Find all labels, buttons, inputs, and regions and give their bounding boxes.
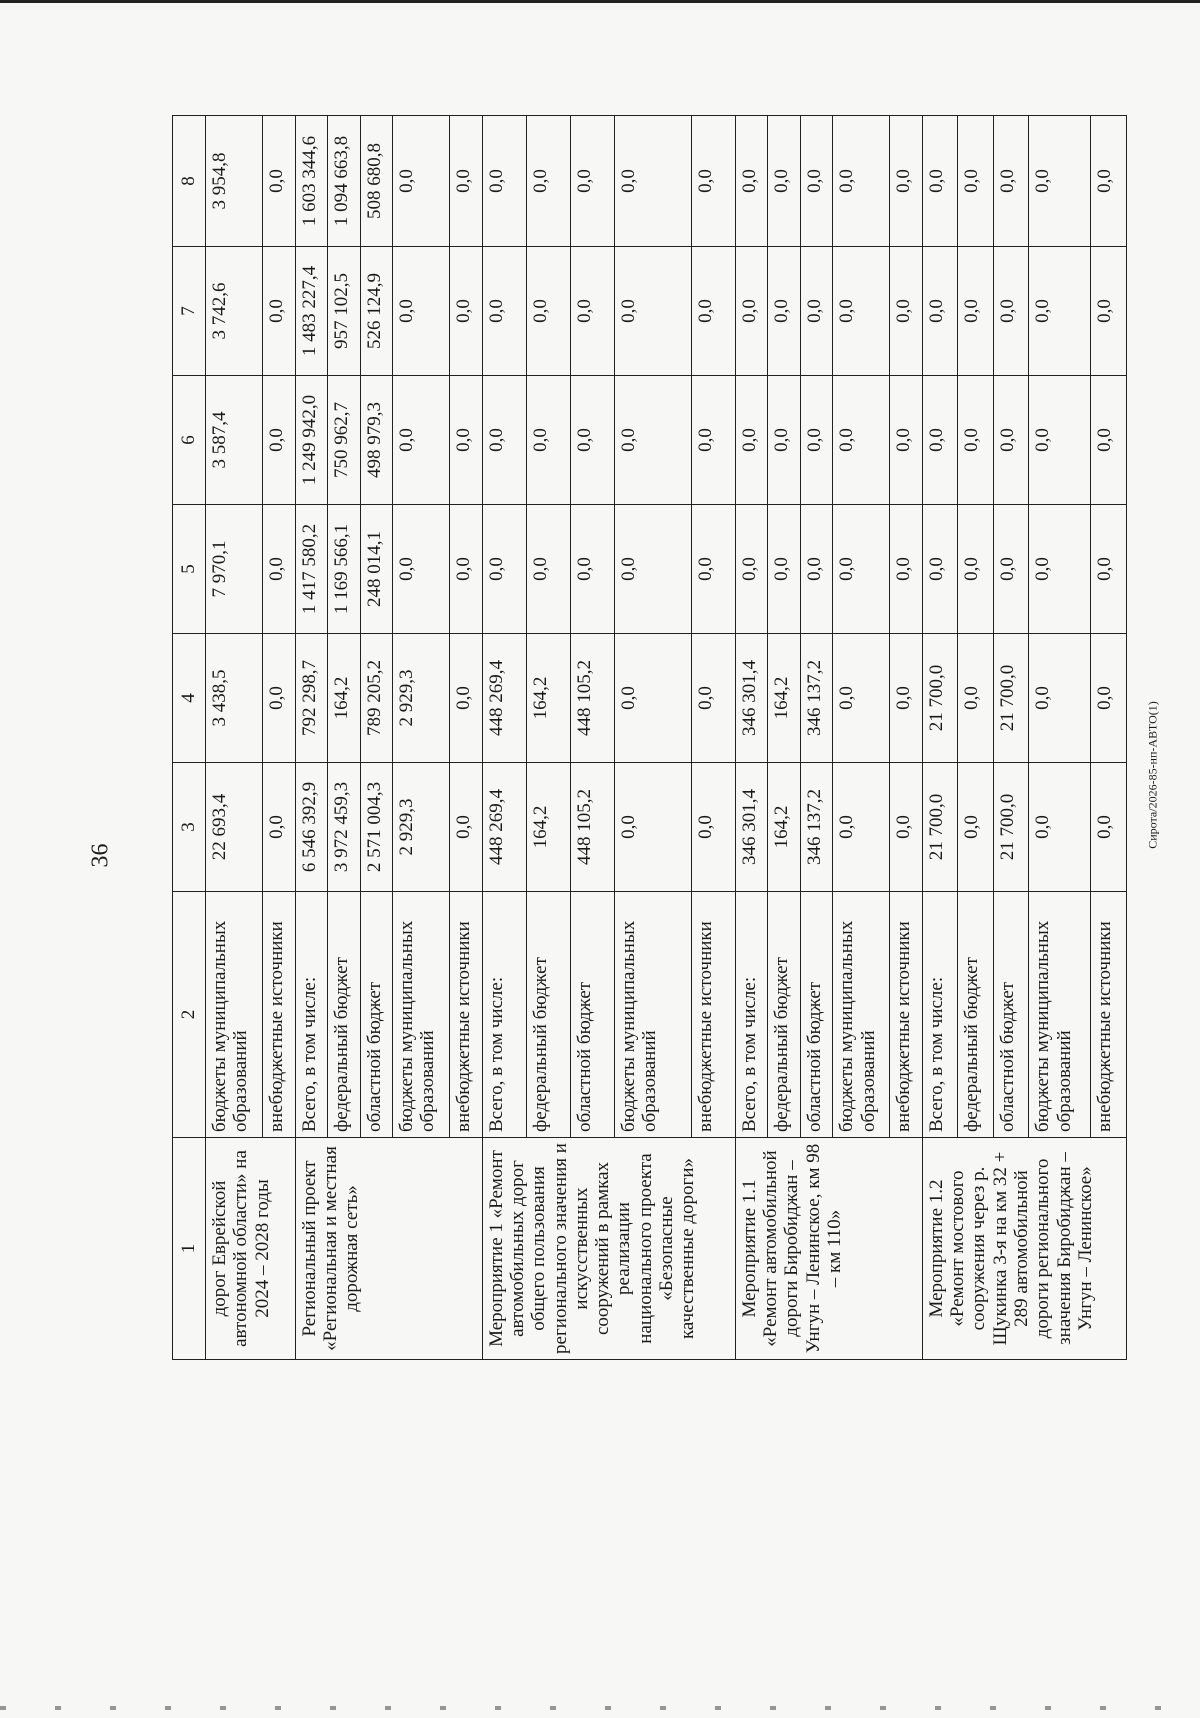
amount-cell: 0,0	[735, 116, 768, 247]
funding-source: федеральный бюджет	[768, 892, 801, 1138]
amount-cell: 0,0	[570, 247, 614, 376]
amount-cell: 0,0	[993, 116, 1028, 247]
amount-cell: 957 102,5	[328, 247, 361, 376]
funding-source: внебюджетные источники	[890, 892, 923, 1138]
page-number: 36	[87, 843, 114, 868]
amount-cell: 0,0	[1029, 763, 1091, 892]
amount-cell: 448 105,2	[570, 763, 614, 892]
program-item-name: дорог Еврейской автономной области» на 2024 – 2028 годы	[206, 1138, 296, 1360]
amount-cell: 0,0	[1029, 247, 1091, 376]
amount-cell: 0,0	[526, 247, 570, 376]
table-row	[735, 116, 768, 1360]
amount-cell: 0,0	[833, 116, 890, 247]
column-header-5: 5	[173, 505, 206, 634]
amount-cell: 0,0	[833, 505, 890, 634]
table-body	[206, 116, 1127, 1360]
table-row	[482, 116, 526, 1360]
amount-cell: 0,0	[922, 116, 957, 247]
header-row	[173, 116, 206, 1360]
amount-cell: 0,0	[614, 116, 691, 247]
amount-cell: 0,0	[570, 505, 614, 634]
column-header-2: 2	[173, 892, 206, 1138]
amount-cell: 0,0	[735, 376, 768, 505]
amount-cell: 0,0	[1029, 376, 1091, 505]
amount-cell: 0,0	[922, 505, 957, 634]
amount-cell: 0,0	[614, 376, 691, 505]
funding-source: Всего, в том числе:	[482, 892, 526, 1138]
column-header-8: 8	[173, 116, 206, 247]
amount-cell: 0,0	[570, 116, 614, 247]
amount-cell: 21 700,0	[993, 634, 1028, 763]
amount-cell: 0,0	[570, 376, 614, 505]
amount-cell: 448 269,4	[482, 763, 526, 892]
amount-cell: 0,0	[922, 376, 957, 505]
amount-cell: 164,2	[768, 763, 801, 892]
funding-source: бюджеты муниципальных образований	[393, 892, 450, 1138]
amount-cell: 0,0	[833, 376, 890, 505]
amount-cell: 0,0	[922, 247, 957, 376]
amount-cell: 0,0	[482, 247, 526, 376]
program-item-name: Мероприятие 1.2 «Ремонт мостового сооружения через р. Щукинка 3-я на км 32 + 289 автомобильной дороги регионального значения Биробиджан – Унгун – Ленинское»	[922, 1138, 1126, 1360]
amount-cell: 0,0	[450, 505, 483, 634]
funding-source: бюджеты муниципальных образований	[1029, 892, 1091, 1138]
amount-cell: 0,0	[1029, 505, 1091, 634]
amount-cell: 21 700,0	[922, 634, 957, 763]
amount-cell: 448 269,4	[482, 634, 526, 763]
column-header-6: 6	[173, 376, 206, 505]
amount-cell: 0,0	[393, 505, 450, 634]
amount-cell: 21 700,0	[993, 763, 1028, 892]
amount-cell: 3 587,4	[206, 376, 263, 505]
amount-cell: 0,0	[393, 247, 450, 376]
amount-cell: 0,0	[450, 247, 483, 376]
funding-source: федеральный бюджет	[958, 892, 993, 1138]
amount-cell: 0,0	[890, 376, 923, 505]
amount-cell: 0,0	[526, 116, 570, 247]
funding-source: федеральный бюджет	[328, 892, 361, 1138]
program-item-name: Мероприятие 1.1 «Ремонт автомобильной дороги Биробиджан – Унгун – Ленинское, км 98 – км 110»	[735, 1138, 922, 1360]
amount-cell: 0,0	[958, 763, 993, 892]
amount-cell: 21 700,0	[922, 763, 957, 892]
table-row	[295, 116, 328, 1360]
amount-cell: 0,0	[890, 116, 923, 247]
amount-cell: 6 546 392,9	[295, 763, 328, 892]
amount-cell: 0,0	[691, 376, 735, 505]
funding-source: внебюджетные источники	[691, 892, 735, 1138]
amount-cell: 0,0	[958, 634, 993, 763]
amount-cell: 0,0	[526, 376, 570, 505]
funding-source: внебюджетные источники	[450, 892, 483, 1138]
amount-cell: 1 603 344,6	[295, 116, 328, 247]
amount-cell: 0,0	[614, 763, 691, 892]
amount-cell: 0,0	[1091, 634, 1127, 763]
funding-source: областной бюджет	[570, 892, 614, 1138]
document-code-wrapper	[1138, 701, 1168, 849]
column-header-4: 4	[173, 634, 206, 763]
amount-cell: 0,0	[768, 376, 801, 505]
amount-cell: 2 571 004,3	[360, 763, 393, 892]
funding-source: Всего, в том числе:	[735, 892, 768, 1138]
amount-cell: 0,0	[526, 505, 570, 634]
budget-table	[172, 115, 1127, 1360]
amount-cell: 0,0	[1029, 116, 1091, 247]
amount-cell: 0,0	[263, 505, 296, 634]
funding-source: бюджеты муниципальных образований	[833, 892, 890, 1138]
funding-source: бюджеты муниципальных образований	[614, 892, 691, 1138]
amount-cell: 164,2	[526, 763, 570, 892]
amount-cell: 0,0	[482, 116, 526, 247]
amount-cell: 0,0	[1029, 634, 1091, 763]
amount-cell: 0,0	[450, 376, 483, 505]
amount-cell: 0,0	[450, 763, 483, 892]
amount-cell: 0,0	[890, 763, 923, 892]
amount-cell: 0,0	[833, 247, 890, 376]
amount-cell: 2 929,3	[393, 763, 450, 892]
amount-cell: 0,0	[1091, 247, 1127, 376]
amount-cell: 3 742,6	[206, 247, 263, 376]
amount-cell: 3 972 459,3	[328, 763, 361, 892]
top-border-line	[0, 0, 1200, 3]
amount-cell: 0,0	[958, 376, 993, 505]
amount-cell: 0,0	[833, 763, 890, 892]
program-item-name: Мероприятие 1 «Ремонт автомобильных дорог общего пользования регионального значения и искусственных сооружений в рамках реализации национального проекта «Безопасные качественные дороги»	[482, 1138, 735, 1360]
document-code: Сирота/2026-85-нп-АВТО(1)	[1145, 701, 1160, 849]
amount-cell: 164,2	[328, 634, 361, 763]
funding-source: федеральный бюджет	[526, 892, 570, 1138]
amount-cell: 1 169 566,1	[328, 505, 361, 634]
amount-cell: 0,0	[800, 247, 833, 376]
amount-cell: 0,0	[614, 634, 691, 763]
amount-cell: 0,0	[1091, 505, 1127, 634]
amount-cell: 526 124,9	[360, 247, 393, 376]
funding-source: Всего, в том числе:	[922, 892, 957, 1138]
table-row	[206, 116, 263, 1360]
amount-cell: 0,0	[993, 376, 1028, 505]
funding-source: бюджеты муниципальных образований	[206, 892, 263, 1138]
amount-cell: 0,0	[890, 247, 923, 376]
amount-cell: 750 962,7	[328, 376, 361, 505]
amount-cell: 0,0	[890, 505, 923, 634]
amount-cell: 0,0	[263, 376, 296, 505]
amount-cell: 0,0	[800, 505, 833, 634]
amount-cell: 0,0	[890, 634, 923, 763]
amount-cell: 789 205,2	[360, 634, 393, 763]
amount-cell: 3 954,8	[206, 116, 263, 247]
amount-cell: 346 137,2	[800, 763, 833, 892]
column-header-1: 1	[173, 1138, 206, 1360]
amount-cell: 508 680,8	[360, 116, 393, 247]
amount-cell: 0,0	[800, 376, 833, 505]
amount-cell: 2 929,3	[393, 634, 450, 763]
amount-cell: 0,0	[735, 247, 768, 376]
amount-cell: 0,0	[393, 116, 450, 247]
amount-cell: 0,0	[958, 247, 993, 376]
amount-cell: 7 970,1	[206, 505, 263, 634]
amount-cell: 0,0	[800, 116, 833, 247]
amount-cell: 0,0	[263, 116, 296, 247]
amount-cell: 248 014,1	[360, 505, 393, 634]
column-header-7: 7	[173, 247, 206, 376]
amount-cell: 1 094 663,8	[328, 116, 361, 247]
amount-cell: 0,0	[993, 247, 1028, 376]
funding-source: внебюджетные источники	[263, 892, 296, 1138]
amount-cell: 0,0	[691, 634, 735, 763]
amount-cell: 164,2	[526, 634, 570, 763]
amount-cell: 0,0	[450, 634, 483, 763]
amount-cell: 0,0	[833, 634, 890, 763]
funding-source: областной бюджет	[360, 892, 393, 1138]
amount-cell: 0,0	[691, 763, 735, 892]
funding-source: областной бюджет	[800, 892, 833, 1138]
amount-cell: 346 301,4	[735, 634, 768, 763]
amount-cell: 0,0	[393, 376, 450, 505]
amount-cell: 346 137,2	[800, 634, 833, 763]
amount-cell: 0,0	[958, 116, 993, 247]
program-item-name: Региональный проект «Региональная и местная дорожная сеть»	[295, 1138, 482, 1360]
amount-cell: 3 438,5	[206, 634, 263, 763]
amount-cell: 22 693,4	[206, 763, 263, 892]
funding-source: Всего, в том числе:	[295, 892, 328, 1138]
amount-cell: 0,0	[263, 763, 296, 892]
amount-cell: 0,0	[958, 505, 993, 634]
table-row	[922, 116, 957, 1360]
amount-cell: 498 979,3	[360, 376, 393, 505]
amount-cell: 164,2	[768, 634, 801, 763]
scan-edge-marks	[0, 1706, 1200, 1710]
rotated-table-wrapper	[172, 116, 1127, 1360]
amount-cell: 0,0	[993, 505, 1028, 634]
amount-cell: 0,0	[263, 634, 296, 763]
amount-cell: 1 483 227,4	[295, 247, 328, 376]
amount-cell: 0,0	[482, 376, 526, 505]
amount-cell: 0,0	[1091, 116, 1127, 247]
amount-cell: 792 298,7	[295, 634, 328, 763]
amount-cell: 0,0	[1091, 763, 1127, 892]
amount-cell: 0,0	[450, 116, 483, 247]
funding-source: областной бюджет	[993, 892, 1028, 1138]
amount-cell: 0,0	[614, 247, 691, 376]
amount-cell: 0,0	[691, 247, 735, 376]
amount-cell: 0,0	[263, 247, 296, 376]
funding-source: внебюджетные источники	[1091, 892, 1127, 1138]
amount-cell: 1 249 942,0	[295, 376, 328, 505]
amount-cell: 0,0	[768, 505, 801, 634]
amount-cell: 0,0	[735, 505, 768, 634]
amount-cell: 0,0	[768, 247, 801, 376]
column-header-3: 3	[173, 763, 206, 892]
amount-cell: 0,0	[768, 116, 801, 247]
amount-cell: 0,0	[482, 505, 526, 634]
amount-cell: 0,0	[691, 116, 735, 247]
amount-cell: 346 301,4	[735, 763, 768, 892]
amount-cell: 448 105,2	[570, 634, 614, 763]
amount-cell: 0,0	[691, 505, 735, 634]
amount-cell: 1 417 580,2	[295, 505, 328, 634]
amount-cell: 0,0	[614, 505, 691, 634]
amount-cell: 0,0	[1091, 376, 1127, 505]
